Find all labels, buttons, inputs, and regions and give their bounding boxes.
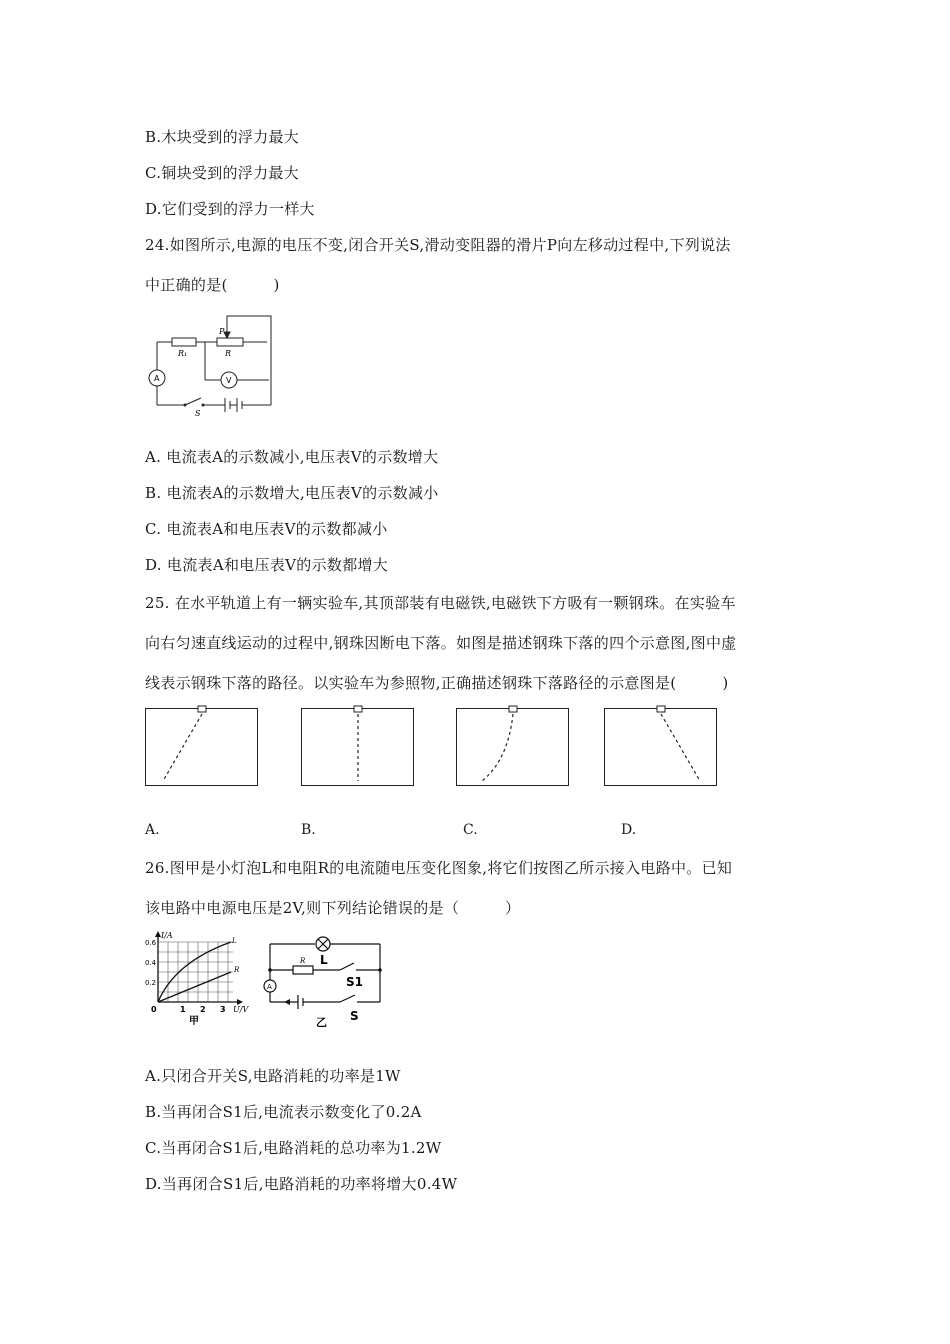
- q26-stem-line1: 26.图甲是小灯泡L和电阻R的电流随电压变化图象,将它们按图乙所示接入电路中。已知: [145, 859, 733, 877]
- q26-circuit-yi: [258, 930, 388, 1028]
- y-tick-0.4: 0.4: [145, 959, 157, 967]
- q25-diagram-c: [456, 705, 571, 787]
- circuit-yi-caption: 乙: [316, 1016, 327, 1028]
- x-tick-3: 3: [220, 1005, 226, 1014]
- q26-stem-line2: 该电路中电源电压是2V,则下列结论错误的是（ ）: [145, 899, 521, 917]
- q25-stem-line2: 向右匀速直线运动的过程中,钢珠因断电下落。如图是描述钢珠下落的四个示意图,图中虚: [145, 634, 737, 652]
- q25-label-d: D.: [621, 822, 637, 838]
- q26-graph-jia: [145, 930, 260, 1028]
- ammeter-label: A: [154, 374, 160, 383]
- q25-diagram-a: [145, 705, 260, 787]
- q25-diagram-d: [604, 705, 719, 787]
- graph-x-axis-label: U/V: [233, 1005, 249, 1014]
- graph-jia-caption: 甲: [189, 1016, 199, 1027]
- y-tick-0.6: 0.6: [145, 939, 157, 947]
- q24-circuit-diagram: [145, 312, 280, 420]
- q24-stem-line2: 中正确的是( ): [145, 276, 280, 294]
- lamp-label: L: [320, 953, 328, 967]
- switch-s-label: S: [350, 1009, 359, 1023]
- voltmeter-label: V: [226, 376, 232, 385]
- r-label: R: [225, 349, 232, 358]
- q26-option-c: C.当再闭合S1后,电路消耗的总功率为1.2W: [145, 1139, 442, 1157]
- q26-option-d: D.当再闭合S1后,电路消耗的功率将增大0.4W: [145, 1175, 458, 1193]
- curve-l-label: L: [232, 937, 237, 945]
- q23-option-c: C.铜块受到的浮力最大: [145, 164, 300, 182]
- x-tick-0: 0: [151, 1005, 157, 1014]
- graph-y-axis-label: I/A: [161, 931, 173, 940]
- q24-option-a: A. 电流表A的示数减小,电压表V的示数增大: [145, 448, 439, 466]
- q26-option-a: A.只闭合开关S,电路消耗的功率是1W: [145, 1067, 401, 1085]
- ammeter-label: A: [267, 983, 272, 991]
- q25-stem-line1: 25. 在水平轨道上有一辆实验车,其顶部装有电磁铁,电磁铁下方吸有一颗钢珠。在实验车: [145, 594, 736, 612]
- resistor-label: R: [300, 957, 306, 965]
- q26-option-b: B.当再闭合S1后,电流表示数变化了0.2A: [145, 1103, 422, 1121]
- q24-option-c: C. 电流表A和电压表V的示数都减小: [145, 520, 388, 538]
- r1-label: R₁: [178, 349, 188, 358]
- q24-option-d: D. 电流表A和电压表V的示数都增大: [145, 556, 389, 574]
- q25-diagram-b: [301, 705, 416, 787]
- y-tick-0.2: 0.2: [145, 979, 157, 987]
- x-tick-2: 2: [200, 1005, 206, 1014]
- q25-stem-line3: 线表示钢珠下落的路径。以实验车为参照物,正确描述钢珠下落路径的示意图是( ): [145, 674, 729, 692]
- p-label: P: [219, 327, 225, 336]
- q24-option-b: B. 电流表A的示数增大,电压表V的示数减小: [145, 484, 439, 502]
- curve-r-label: R: [234, 966, 240, 974]
- q25-label-a: A.: [145, 822, 160, 838]
- x-tick-1: 1: [180, 1005, 186, 1014]
- q25-label-c: C.: [463, 822, 478, 838]
- switch-label: S: [195, 409, 201, 418]
- switch-s1-label: S1: [346, 975, 363, 989]
- q24-stem-line1: 24.如图所示,电源的电压不变,闭合开关S,滑动变阻器的滑片P向左移动过程中,下列说法: [145, 236, 731, 254]
- q23-option-d: D.它们受到的浮力一样大: [145, 200, 315, 218]
- q25-label-b: B.: [301, 822, 316, 838]
- q23-option-b: B.木块受到的浮力最大: [145, 128, 300, 146]
